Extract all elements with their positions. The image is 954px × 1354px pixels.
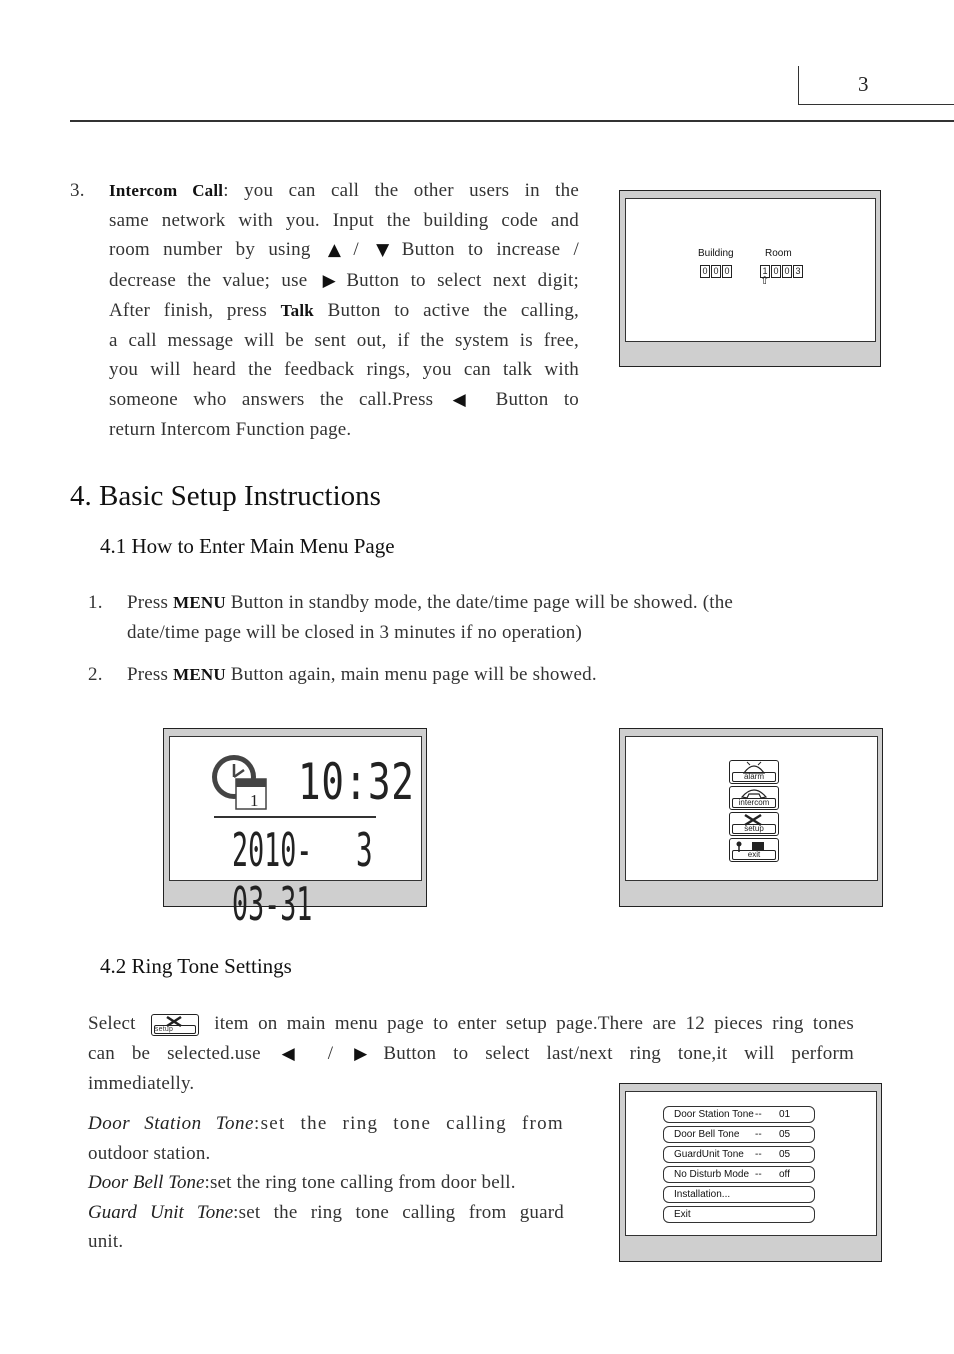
building-label: Building bbox=[698, 248, 734, 259]
date-display: 2010-03-31 bbox=[232, 823, 313, 931]
room-digit: 3 bbox=[793, 265, 803, 278]
calendar-day: 1 bbox=[250, 791, 259, 810]
door-bell-tone-label: Door Bell Tone bbox=[88, 1172, 205, 1193]
intercom-paragraph: Intercom Call: you can call the other users in the same network with you. Input the building code and room number by using ▲ / ▼ Button to increase / decrease the value; use ▶ Button to select next digit; After finish, press Talk Button to active the calling, a call message will be sent out, if the system is free, you will heard the feedback rings, you can talk with someone who answers the call.Press ◀ Button to return Intercom Function page. bbox=[109, 180, 580, 440]
subsection-title-4-2: 4.2 Ring Tone Settings bbox=[100, 954, 292, 978]
setup-row-installation[interactable]: Installation... bbox=[663, 1186, 815, 1203]
subsection-title-4-1: 4.1 How to Enter Main Menu Page bbox=[100, 534, 395, 558]
mainmenu-screen bbox=[619, 728, 883, 907]
menu-item-alarm[interactable]: alarm bbox=[729, 760, 779, 784]
ring-tone-paragraph: Select setup item on main menu page to enter setup page.There are 12 pieces ring tones can be selected.use ◀ / ▶ Button to select last/next ring tone,it will perform immediatelly. bbox=[88, 1013, 855, 1094]
datetime-screen bbox=[163, 728, 427, 931]
menu-button-label: MENU bbox=[173, 593, 226, 612]
room-label: Room bbox=[765, 248, 792, 259]
room-digit: 1 bbox=[760, 265, 770, 278]
room-digit: 0 bbox=[771, 265, 781, 278]
intercom-title: Intercom Call bbox=[109, 181, 224, 200]
down-triangle-icon: ▼ bbox=[376, 240, 398, 260]
cursor-up-arrow-icon: ⇧ bbox=[760, 274, 770, 287]
section-title: 4. Basic Setup Instructions bbox=[70, 480, 381, 512]
mainmenu-screen-display bbox=[625, 736, 878, 881]
setup-row-no-disturb-mode[interactable]: No Disturb Mode -- off bbox=[663, 1166, 815, 1183]
datetime-divider bbox=[214, 816, 376, 818]
page-number-box bbox=[798, 66, 954, 105]
time-display: 10:32 bbox=[298, 753, 415, 811]
building-digit: 0 bbox=[722, 265, 732, 278]
step1-text: Press MENU Button in standby mode, the date/time page will be showed. (the date/time page will be closed in 3 minutes if no operation) bbox=[127, 592, 734, 643]
step2-text: Press MENU Button again, main menu page will be showed. bbox=[127, 664, 597, 685]
setup-row-guardunit-tone[interactable]: GuardUnit Tone -- 05 bbox=[663, 1146, 815, 1163]
right-triangle-icon: ▶ bbox=[354, 1043, 380, 1064]
door-station-tone-label: Door Station Tone bbox=[88, 1113, 254, 1134]
guard-unit-tone-label: Guard Unit Tone bbox=[88, 1201, 234, 1223]
datetime-screen-display bbox=[169, 736, 422, 931]
tone-definitions: Door Station Tone:set the ring tone calling from outdoor station. Door Bell Tone:set the ring tone calling from door bell. Guard Unit Tone:set the ring tone calling from guard unit. bbox=[88, 1113, 564, 1252]
menu-item-exit[interactable]: exit bbox=[729, 838, 779, 862]
step1-number: 1. bbox=[88, 592, 103, 613]
page-number: 3 bbox=[858, 72, 869, 96]
setup-screen bbox=[619, 1083, 882, 1262]
header-rule bbox=[70, 120, 954, 122]
setup-screen-display bbox=[625, 1091, 877, 1236]
right-triangle-icon: ▶ bbox=[322, 270, 343, 291]
building-digit: 0 bbox=[711, 265, 721, 278]
weekday-display: 3 bbox=[356, 823, 373, 877]
step2-number: 2. bbox=[88, 664, 103, 685]
setup-row-exit[interactable]: Exit bbox=[663, 1206, 815, 1223]
menu-item-setup[interactable]: setup bbox=[729, 812, 779, 836]
menu-item-intercom[interactable]: intercom bbox=[729, 786, 779, 810]
building-digit: 0 bbox=[700, 265, 710, 278]
setup-row-door-station-tone[interactable]: Door Station Tone -- 01 bbox=[663, 1106, 815, 1123]
intercom-number: 3. bbox=[70, 180, 85, 201]
setup-row-door-bell-tone[interactable]: Door Bell Tone -- 05 bbox=[663, 1126, 815, 1143]
left-triangle-icon: ◀ bbox=[281, 1043, 307, 1064]
intercom-screen-display bbox=[625, 198, 876, 342]
talk-button-label: Talk bbox=[280, 301, 314, 320]
up-triangle-icon: ▲ bbox=[327, 240, 350, 260]
building-digits bbox=[700, 261, 733, 279]
setup-icon-inline: setup bbox=[151, 1014, 199, 1036]
menu-button-label: MENU bbox=[173, 665, 226, 684]
room-digit: 0 bbox=[782, 265, 792, 278]
intercom-screen bbox=[619, 190, 881, 367]
left-triangle-icon: ◀ bbox=[452, 389, 477, 410]
clock-calendar-icon bbox=[210, 753, 270, 813]
